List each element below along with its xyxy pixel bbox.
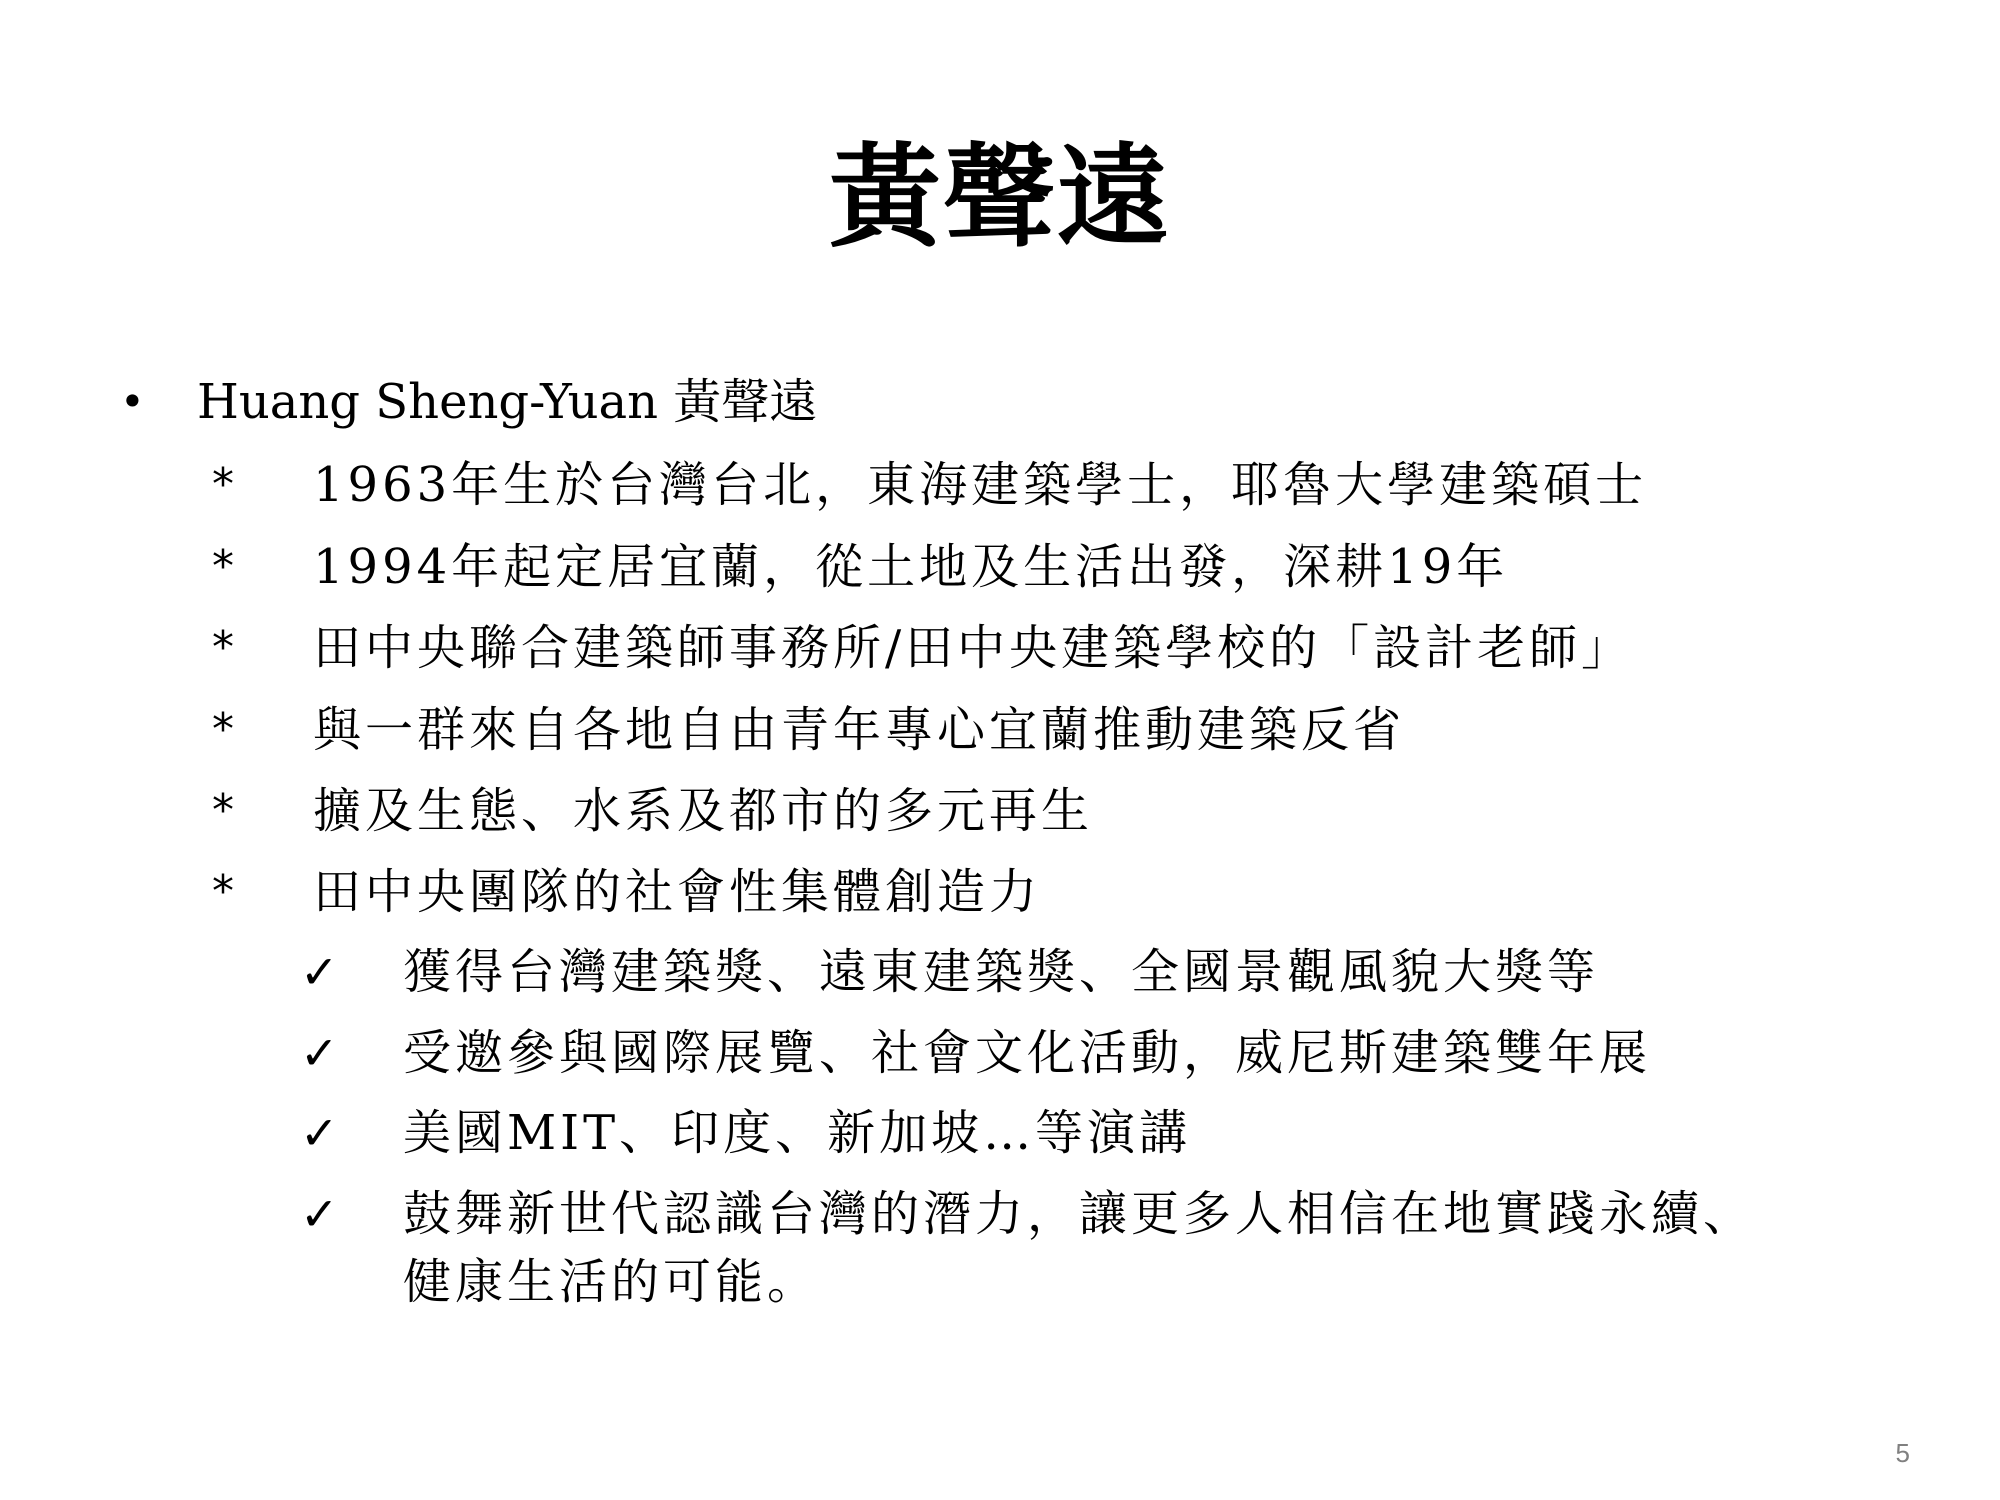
- bullet-level3-text: 獲得台灣建築獎、遠東建築獎、全國景觀風貌大獎等: [403, 944, 1600, 1000]
- bullet-level2-text: 1963年生於台灣台北，東海建築學士，耶魯大學建築碩士: [313, 457, 1648, 513]
- asterisk-icon: *: [212, 622, 234, 673]
- page-number: 5: [1895, 1438, 1910, 1468]
- bullet-level3-text: 受邀參與國際展覽、社會文化活動，威尼斯建築雙年展: [403, 1025, 1652, 1081]
- bullet-dot-icon: •: [120, 377, 145, 426]
- asterisk-icon: *: [212, 704, 234, 755]
- bullet-level3-text: 美國MIT、印度、新加坡…等演講: [403, 1105, 1192, 1161]
- slide-title: 黃聲遠: [829, 132, 1171, 263]
- checkmark-icon: ✓: [300, 1106, 339, 1160]
- bullet-level2-text: 與一群來自各地自由青年專心宜蘭推動建築反省: [313, 702, 1406, 758]
- checkmark-icon: ✓: [300, 1026, 339, 1080]
- bullet-level2-text: 田中央聯合建築師事務所/田中央建築學校的「設計老師」: [313, 620, 1634, 676]
- bullet-level3-text: 鼓舞新世代認識台灣的潛力，讓更多人相信在地實踐永續、: [403, 1186, 1756, 1242]
- bullet-level2-text: 1994年起定居宜蘭，從土地及生活出發，深耕19年: [313, 539, 1509, 595]
- asterisk-icon: *: [212, 541, 234, 592]
- bullet-level3-continuation: 健康生活的可能。: [403, 1254, 820, 1310]
- bullet-level2-text: 田中央團隊的社會性集體創造力: [313, 864, 1042, 920]
- checkmark-icon: ✓: [300, 1187, 339, 1241]
- asterisk-icon: *: [212, 866, 234, 917]
- asterisk-icon: *: [212, 459, 234, 510]
- checkmark-icon: ✓: [300, 945, 339, 999]
- bullet-level2-text: 擴及生態、水系及都市的多元再生: [313, 783, 1094, 839]
- asterisk-icon: *: [212, 785, 234, 836]
- bullet-level1-text: Huang Sheng-Yuan 黃聲遠: [197, 374, 818, 430]
